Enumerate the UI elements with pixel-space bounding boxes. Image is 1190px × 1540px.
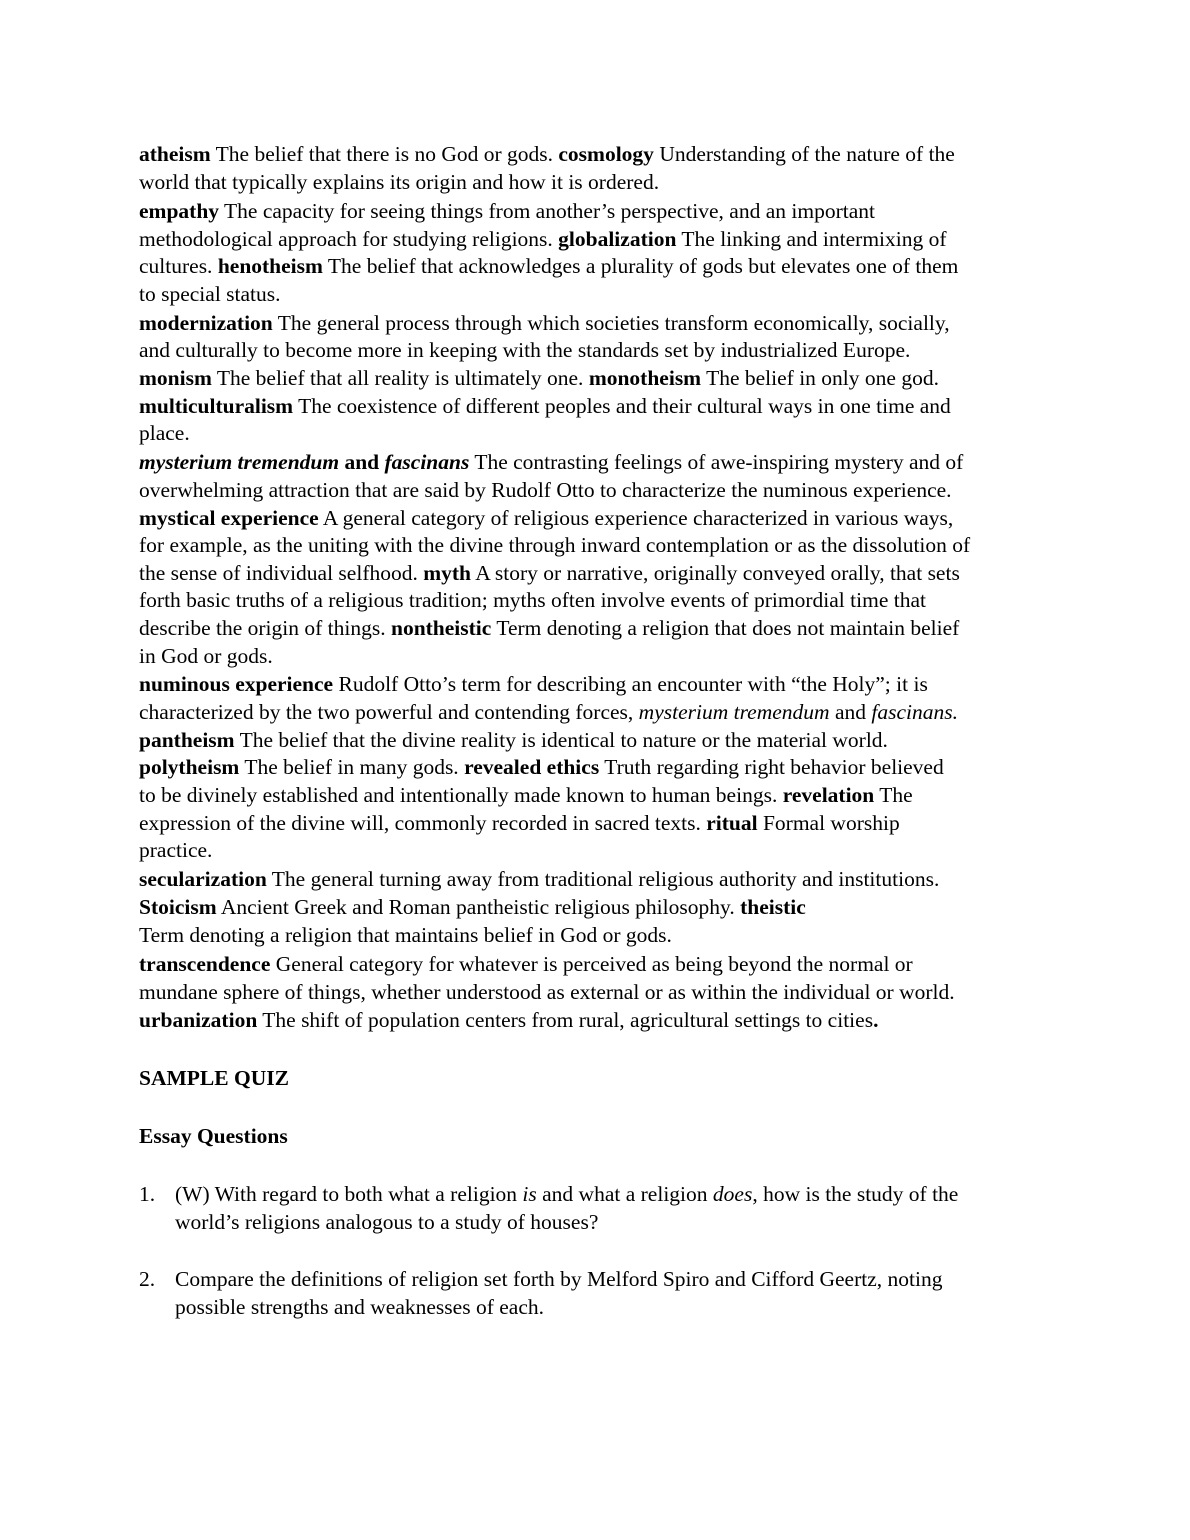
term-stoicism: Stoicism bbox=[139, 895, 217, 919]
def-numinous-experience: Rudolf Otto’s term for describing an encounter with “the Holy”; it is bbox=[333, 672, 928, 696]
term-numinous-experience: numinous experience bbox=[139, 672, 334, 696]
def-mysterium-cont: overwhelming attraction that are said by Rudolf Otto to characterize the numinous experience. bbox=[139, 478, 952, 502]
def-globalization: The linking and intermixing of bbox=[676, 227, 947, 251]
glossary-line bbox=[139, 586, 926, 614]
term-and: and bbox=[339, 450, 385, 474]
def-revelation-cont: expression of the divine will, commonly recorded in sacred texts. bbox=[139, 811, 707, 835]
glossary-line bbox=[139, 364, 939, 392]
def-numinous-experience-cont: characterized by the two powerful and contending forces, bbox=[139, 700, 639, 724]
term-mysterium: mysterium tremendum bbox=[139, 450, 340, 474]
def-cosmology-cont: world that typically explains its origin and how it is ordered. bbox=[139, 170, 660, 194]
def-transcendence-cont: mundane sphere of things, whether understood as external or as within the individual or world. bbox=[139, 980, 955, 1004]
question-number: 1. bbox=[139, 1182, 156, 1206]
quiz-title: SAMPLE QUIZ bbox=[139, 1066, 289, 1090]
term-secularization: secularization bbox=[139, 867, 267, 891]
def-modernization: The general process through which societies transform economically, socially, bbox=[272, 311, 950, 335]
glossary-line bbox=[139, 140, 955, 168]
glossary-line bbox=[139, 197, 875, 225]
and-word: and bbox=[829, 700, 872, 724]
term-atheism: atheism bbox=[139, 142, 211, 166]
glossary-line bbox=[139, 642, 273, 670]
term-cosmology: cosmology bbox=[558, 142, 654, 166]
def-myth-cont: forth basic truths of a religious tradition; myths often involve events of primordial time that bbox=[139, 588, 926, 612]
def-ritual-cont: practice. bbox=[139, 838, 213, 862]
def-multiculturalism-cont: place. bbox=[139, 421, 190, 445]
term-myth: myth bbox=[423, 561, 472, 585]
def-revealed-ethics: Truth regarding right behavior believed bbox=[599, 755, 944, 779]
def-monotheism: The belief in only one god. bbox=[701, 366, 939, 390]
question-2-line: Compare the definitions of religion set forth by Melford Spiro and Cifford Geertz, noting bbox=[175, 1267, 943, 1291]
italic-mysterium: mysterium tremendum bbox=[638, 700, 830, 724]
def-transcendence: General category for whatever is perceived as being beyond the normal or bbox=[270, 952, 913, 976]
term-monism: monism bbox=[139, 366, 212, 390]
question-number: 2. bbox=[139, 1267, 156, 1291]
term-revelation: revelation bbox=[782, 783, 875, 807]
glossary-line bbox=[139, 921, 672, 949]
term-ritual: ritual bbox=[706, 811, 758, 835]
def-secularization: The general turning away from traditional religious authority and institutions. bbox=[266, 867, 940, 891]
def-myth: A story or narrative, originally conveyed orally, that sets bbox=[471, 561, 960, 585]
term-transcendence: transcendence bbox=[139, 952, 271, 976]
term-modernization: modernization bbox=[139, 311, 273, 335]
def-empathy-cont: methodological approach for studying religions. bbox=[139, 227, 559, 251]
q1-text-a: (W) With regard to both what a religion bbox=[175, 1182, 523, 1206]
glossary-line bbox=[139, 168, 659, 196]
term-henotheism: henotheism bbox=[217, 254, 323, 278]
end-period: . bbox=[873, 1008, 879, 1032]
glossary-line bbox=[139, 280, 281, 308]
glossary-line bbox=[139, 809, 900, 837]
glossary-line bbox=[139, 531, 970, 559]
def-nontheistic: Term denoting a religion that does not maintain belief bbox=[491, 616, 960, 640]
def-stoicism: Ancient Greek and Roman pantheistic religious philosophy. bbox=[216, 895, 741, 919]
italic-fascinans: fascinans. bbox=[871, 700, 958, 724]
glossary-line bbox=[139, 670, 928, 698]
glossary-line bbox=[139, 1006, 878, 1034]
def-myth-cont2: describe the origin of things. bbox=[139, 616, 391, 640]
def-mystical-experience-cont2: the sense of individual selfhood. bbox=[139, 561, 424, 585]
q1-text-b: and what a religion bbox=[536, 1182, 713, 1206]
def-urbanization: The shift of population centers from rural, agricultural settings to cities bbox=[257, 1008, 874, 1032]
term-nontheistic: nontheistic bbox=[390, 616, 492, 640]
def-mystical-experience-cont: for example, as the uniting with the divine through inward contemplation or as the dissolution of bbox=[139, 533, 971, 557]
def-mysterium: The contrasting feelings of awe-inspiring mystery and of bbox=[469, 450, 964, 474]
term-globalization: globalization bbox=[558, 227, 677, 251]
glossary-line bbox=[139, 448, 963, 476]
def-polytheism: The belief in many gods. bbox=[239, 755, 465, 779]
glossary-line bbox=[139, 865, 939, 893]
glossary-line bbox=[139, 309, 950, 337]
glossary-line bbox=[139, 225, 947, 253]
question-2-line2: possible strengths and weaknesses of each. bbox=[175, 1295, 544, 1319]
def-globalization-cont: cultures. bbox=[139, 254, 218, 278]
q1-italic-is: is bbox=[522, 1182, 537, 1206]
term-multiculturalism: multiculturalism bbox=[139, 394, 294, 418]
term-monotheism: monotheism bbox=[588, 366, 702, 390]
def-revelation: The bbox=[874, 783, 913, 807]
term-mystical-experience: mystical experience bbox=[139, 506, 319, 530]
glossary-line bbox=[139, 726, 888, 754]
question-1-line2: world’s religions analogous to a study of houses? bbox=[175, 1210, 599, 1234]
term-pantheism: pantheism bbox=[139, 728, 235, 752]
def-cosmology: Understanding of the nature of the bbox=[653, 142, 955, 166]
def-empathy: The capacity for seeing things from another’s perspective, and an important bbox=[219, 199, 875, 223]
glossary-line bbox=[139, 392, 951, 420]
question-1-line bbox=[175, 1180, 958, 1208]
def-atheism: The belief that there is no God or gods. bbox=[210, 142, 559, 166]
glossary-line bbox=[139, 476, 952, 504]
def-monism: The belief that all reality is ultimately one. bbox=[211, 366, 589, 390]
glossary-line bbox=[139, 950, 913, 978]
glossary-line bbox=[139, 781, 913, 809]
glossary-line bbox=[139, 336, 910, 364]
glossary-line bbox=[139, 614, 959, 642]
term-polytheism: polytheism bbox=[139, 755, 240, 779]
term-empathy: empathy bbox=[139, 199, 220, 223]
def-henotheism-cont: to special status. bbox=[139, 282, 281, 306]
glossary-line bbox=[139, 893, 806, 921]
q1-text-c: , how is the study of the bbox=[752, 1182, 959, 1206]
term-fascinans: fascinans bbox=[384, 450, 470, 474]
term-theistic: theistic bbox=[740, 895, 806, 919]
def-nontheistic-cont: in God or gods. bbox=[139, 644, 273, 668]
def-theistic: Term denoting a religion that maintains belief in God or gods. bbox=[139, 923, 672, 947]
glossary-line bbox=[139, 419, 190, 447]
q1-italic-does: does bbox=[712, 1182, 753, 1206]
term-revealed-ethics: revealed ethics bbox=[464, 755, 600, 779]
section-heading: Essay Questions bbox=[139, 1124, 288, 1148]
def-pantheism: The belief that the divine reality is identical to nature or the material world. bbox=[234, 728, 888, 752]
def-modernization-cont: and culturally to become more in keeping with the standards set by industrialized Europe. bbox=[139, 338, 911, 362]
glossary-line bbox=[139, 698, 958, 726]
def-ritual: Formal worship bbox=[757, 811, 900, 835]
term-urbanization: urbanization bbox=[139, 1008, 258, 1032]
glossary-line bbox=[139, 252, 958, 280]
def-multiculturalism: The coexistence of different peoples and their cultural ways in one time and bbox=[293, 394, 951, 418]
glossary-line bbox=[139, 753, 944, 781]
def-revealed-ethics-cont: to be divinely established and intentionally made known to human beings. bbox=[139, 783, 783, 807]
glossary-line bbox=[139, 978, 955, 1006]
glossary-line bbox=[139, 836, 212, 864]
glossary-line bbox=[139, 559, 960, 587]
def-henotheism: The belief that acknowledges a plurality of gods but elevates one of them bbox=[322, 254, 959, 278]
glossary-line bbox=[139, 504, 953, 532]
def-mystical-experience: A general category of religious experience characterized in various ways, bbox=[318, 506, 954, 530]
